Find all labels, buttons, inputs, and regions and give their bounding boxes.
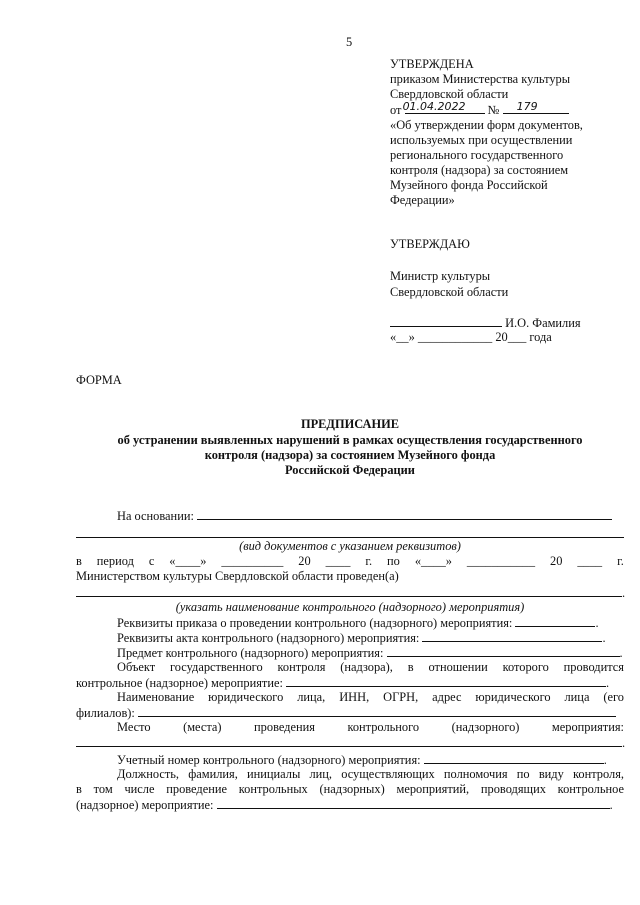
basis-field-line2[interactable] [76, 537, 624, 538]
act-details-row: Реквизиты акта контрольного (надзорного) мероприятия: . [117, 631, 606, 645]
approved-title: УТВЕРЖДЕНА [390, 57, 474, 71]
legal-label: филиалов): [76, 706, 135, 720]
document-title: ПРЕДПИСАНИЕ [300, 417, 400, 431]
approved-desc5: Музейного фонда Российской [390, 178, 548, 192]
date-field [402, 100, 485, 114]
period-w7: г. [365, 554, 373, 568]
subject-row: Предмет контрольного (надзорного) мероприятия: . [117, 646, 623, 660]
place-w3: контрольного [347, 720, 420, 734]
period-start-month[interactable]: __________ [221, 554, 284, 568]
place-w1: (места) [183, 720, 222, 734]
number-prefix: № [487, 103, 500, 117]
reg-number-row: Учетный номер контрольного (надзорного) мероприятия: . [117, 753, 607, 767]
place-row [117, 720, 624, 735]
approved-desc6: Федерации» [390, 193, 455, 207]
place-field-dot: . [622, 736, 626, 750]
officials-field[interactable] [217, 797, 610, 809]
number-value: 179 [516, 100, 538, 113]
basis-field[interactable] [197, 508, 612, 520]
signer-line [390, 315, 581, 331]
period-end-day[interactable]: «____» [414, 554, 452, 568]
approve-line1: Министр культуры [390, 269, 491, 283]
approve-line2: Свердловской области [390, 285, 509, 299]
place-w4: (надзорного) [451, 720, 520, 734]
period-w2: с [148, 554, 155, 568]
reg-number-field[interactable] [424, 752, 604, 764]
officials-label: (надзорное) мероприятие: [76, 798, 214, 812]
approve-date-line: «__» ____________ 20___ года [390, 330, 552, 344]
form-label: ФОРМА [76, 373, 122, 387]
approve-title: УТВЕРЖДАЮ [390, 237, 470, 251]
object-line1: Объект государственного контроля (надзора), в отношении которого проводится [117, 660, 624, 674]
signature-field [390, 315, 502, 327]
document-subtitle-2: контроля (надзора) за состоянием Музейного фонда [204, 448, 496, 462]
order-details-label: Реквизиты приказа о проведении контрольного (надзорного) мероприятия: [117, 616, 513, 630]
legal-line1: Наименование юридического лица, ИНН, ОГРН, адрес юридического лица (его [117, 690, 624, 704]
reg-number-label: Учетный номер контрольного (надзорного) мероприятия: [117, 753, 421, 767]
period-start-year[interactable]: ____ [325, 554, 351, 568]
order-details-field[interactable] [515, 615, 595, 627]
approved-date-line [390, 102, 569, 118]
object-label: контрольное (надзорное) мероприятие: [76, 676, 283, 690]
period-end-year[interactable]: ____ [577, 554, 603, 568]
signer-name: И.О. Фамилия [505, 316, 581, 330]
officials-line2: в том числе проведение контрольных (надзорных) мероприятий, проводящих контрольное [76, 782, 624, 796]
period-w11: 20 [550, 554, 563, 568]
act-details-label: Реквизиты акта контрольного (надзорного) мероприятия: [117, 631, 420, 645]
page-number: 5 [346, 35, 353, 49]
basis-row [117, 508, 612, 524]
place-field[interactable] [76, 746, 622, 747]
document-subtitle-3: Российской Федерации [285, 463, 415, 477]
officials-row3: (надзорное) мероприятие: . [76, 798, 613, 812]
approved-line2: Свердловской области [390, 87, 509, 101]
place-w0: Место [117, 720, 151, 734]
ministry-line: Министерством культуры Свердловской области проведен(а) [76, 569, 399, 583]
legal-row2 [76, 705, 616, 721]
basis-label: На основании: [117, 509, 194, 523]
period-w1: период [96, 554, 134, 568]
period-start-day[interactable]: «____» [169, 554, 207, 568]
date-value: 01.04.2022 [402, 100, 466, 113]
approved-desc3: регионального государственного [390, 148, 564, 162]
approved-desc1: «Об утверждении форм документов, [390, 118, 583, 132]
period-end-month[interactable]: ___________ [466, 554, 536, 568]
legal-field[interactable] [138, 705, 616, 717]
period-row [76, 554, 624, 569]
date-prefix: от [390, 103, 402, 117]
event-field-dot: . [622, 586, 626, 600]
place-w2: проведения [254, 720, 315, 734]
event-field[interactable] [76, 596, 622, 597]
subject-field[interactable] [387, 645, 620, 657]
period-w5: 20 [298, 554, 311, 568]
approved-desc2: используемых при осуществлении [390, 133, 573, 147]
object-field[interactable] [286, 675, 606, 687]
object-row2: контрольное (надзорное) мероприятие: . [76, 676, 610, 690]
basis-hint: (вид документов с указанием реквизитов) [239, 539, 461, 553]
document-subtitle-1: об устранении выявленных нарушений в рамках осуществления государственного [117, 433, 583, 447]
event-hint: (указать наименование контрольного (надзорного) мероприятия) [175, 600, 525, 614]
period-w0: в [76, 554, 82, 568]
act-details-field[interactable] [422, 630, 602, 642]
order-details-row: Реквизиты приказа о проведении контрольного (надзорного) мероприятия: . [117, 616, 599, 630]
officials-line1: Должность, фамилия, инициалы лиц, осуществляющих полномочия по виду контроля, [117, 767, 624, 781]
period-w8: по [387, 554, 400, 568]
approved-line1: приказом Министерства культуры [390, 72, 571, 86]
subject-label: Предмет контрольного (надзорного) мероприятия: [117, 646, 384, 660]
place-w5: мероприятия: [551, 720, 624, 734]
period-w13: г. [617, 554, 624, 568]
number-field [503, 102, 569, 114]
approved-desc4: контроля (надзора) за состоянием [390, 163, 569, 177]
